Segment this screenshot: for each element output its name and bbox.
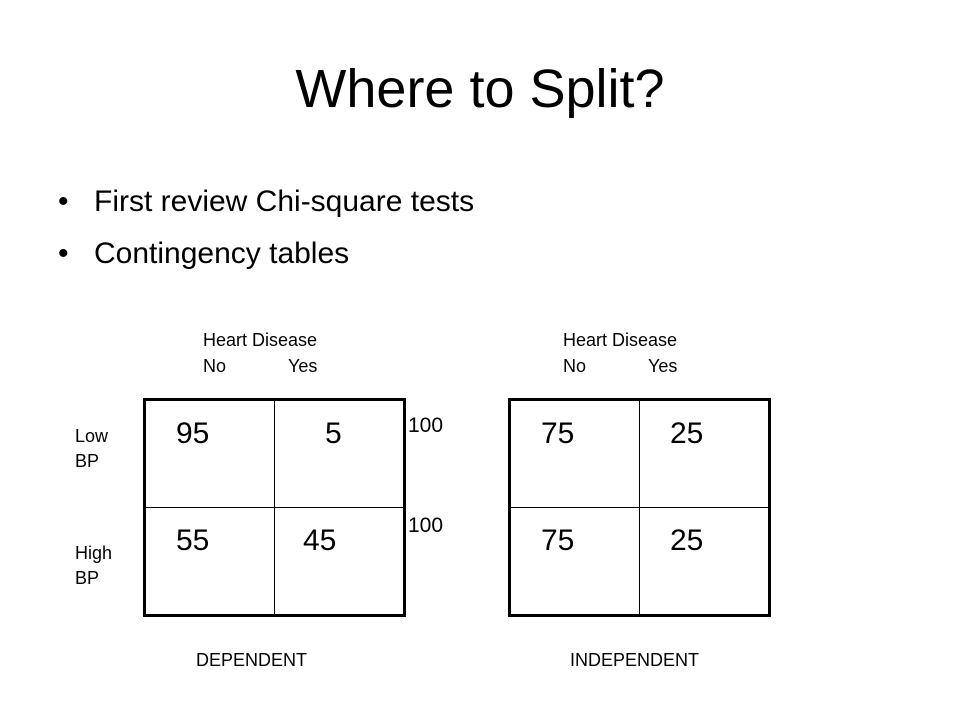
cell-value: 25 bbox=[670, 417, 704, 450]
dependent-column-header bbox=[203, 327, 317, 379]
dependent-contingency-table bbox=[143, 398, 406, 617]
independent-caption: INDEPENDENT bbox=[570, 650, 700, 670]
cell-value: 45 bbox=[303, 524, 337, 557]
cell-value: 75 bbox=[541, 524, 575, 557]
table-row bbox=[510, 508, 770, 616]
bullet-text: First review Chi-square tests bbox=[94, 185, 475, 218]
dependent-header-no: No bbox=[203, 356, 227, 376]
cell-value: 25 bbox=[670, 524, 704, 557]
cell-value: 5 bbox=[325, 417, 342, 450]
slide-title: Where to Split? bbox=[295, 59, 665, 119]
table-row bbox=[145, 508, 405, 616]
cell-value: 55 bbox=[176, 524, 210, 557]
table-cell bbox=[145, 400, 275, 508]
table-cell bbox=[275, 508, 405, 616]
bullet-item bbox=[58, 176, 474, 228]
dependent-header-yes: Yes bbox=[288, 356, 318, 376]
dependent-caption: DEPENDENT bbox=[196, 650, 308, 670]
row-label-high-bp: High BP bbox=[75, 543, 113, 588]
independent-column-header bbox=[563, 327, 677, 379]
row-total-low-bp: 100 bbox=[408, 414, 444, 437]
bullet-text: Contingency tables bbox=[94, 237, 350, 270]
dependent-header-title: Heart Disease bbox=[203, 330, 318, 350]
independent-header-yes: Yes bbox=[648, 356, 678, 376]
bullet-item bbox=[58, 228, 474, 280]
cell-value: 75 bbox=[541, 417, 575, 450]
table-cell bbox=[640, 508, 770, 616]
row-label-low-bp: Low BP bbox=[75, 426, 109, 471]
table-cell bbox=[275, 400, 405, 508]
table-cell bbox=[145, 508, 275, 616]
row-total-high-bp: 100 bbox=[408, 514, 444, 537]
table-row bbox=[145, 400, 405, 508]
table-cell bbox=[640, 400, 770, 508]
bullet-icon: • bbox=[58, 185, 69, 218]
table-row bbox=[510, 400, 770, 508]
bullet-icon: • bbox=[58, 237, 69, 270]
table-cell bbox=[510, 508, 640, 616]
independent-header-no: No bbox=[563, 356, 587, 376]
independent-contingency-table bbox=[508, 398, 771, 617]
cell-value: 95 bbox=[176, 417, 210, 450]
table-cell bbox=[510, 400, 640, 508]
bullet-list bbox=[58, 176, 474, 280]
independent-header-title: Heart Disease bbox=[563, 330, 678, 350]
